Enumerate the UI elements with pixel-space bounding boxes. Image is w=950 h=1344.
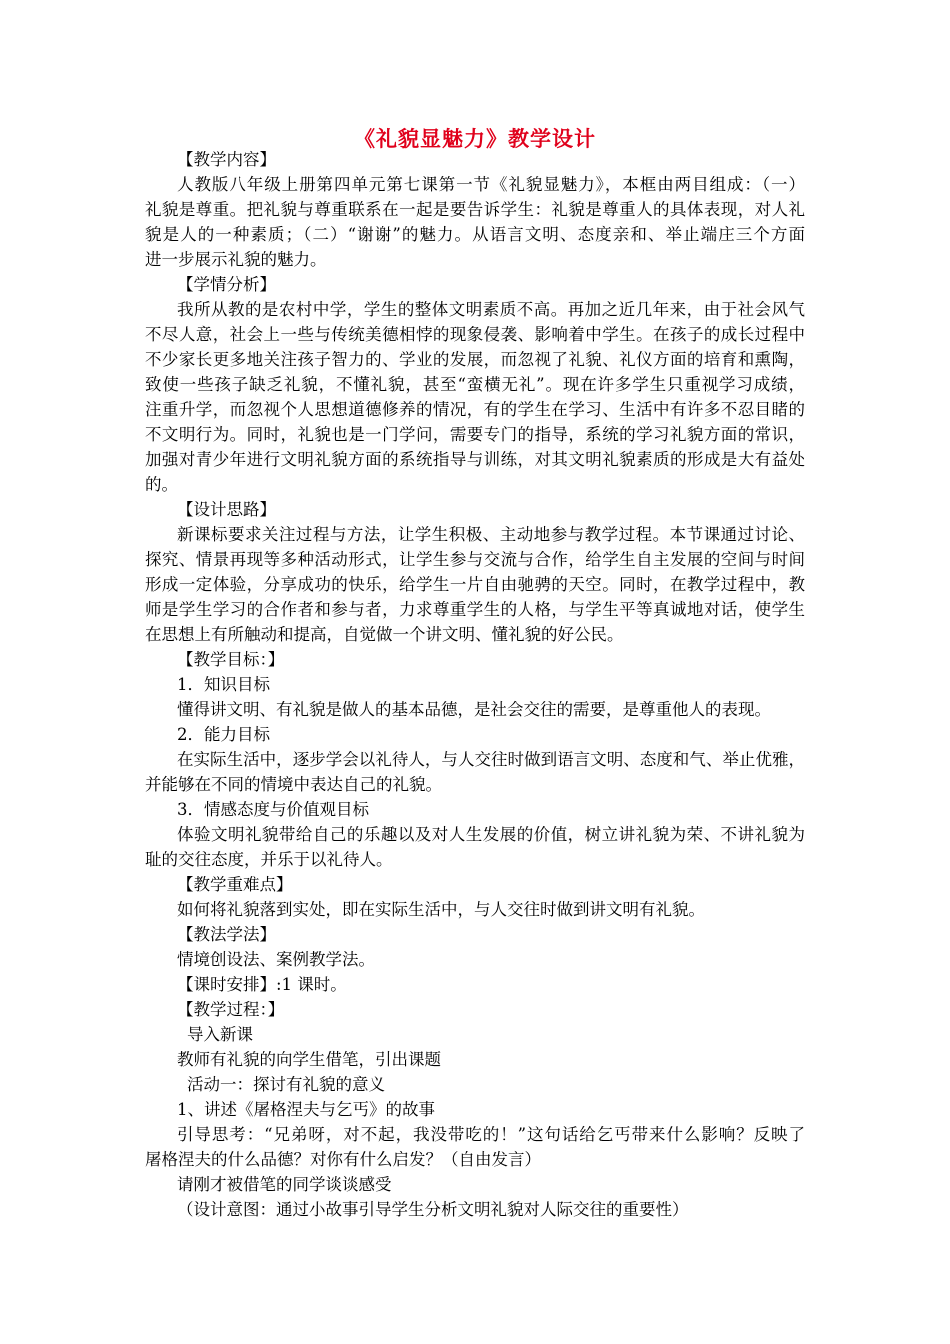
paragraph-line: 并能够在不同的情境中表达自己的礼貌。 [145, 775, 442, 794]
subheading: 1．知识目标 [177, 675, 270, 694]
section-heading: 【学情分析】 [177, 275, 276, 294]
paragraph-line: 教师有礼貌的向学生借笔，引出课题 [177, 1050, 441, 1069]
paragraph-line: 的。 [145, 475, 178, 494]
section-heading: 【教学目标：】 [177, 650, 285, 669]
subheading: 导入新课 [187, 1025, 253, 1044]
paragraph-line: 新课标要求关注过程与方法，让学生积极、主动地参与教学过程。本节课通过讨论、 [177, 525, 805, 544]
paragraph-line: 在思想上有所触动和提高，自觉做一个讲文明、懂礼貌的好公民。 [145, 625, 624, 644]
paragraph-line: 耻的交往态度，并乐于以礼待人。 [145, 850, 393, 869]
paragraph-line: 1、讲述《屠格涅夫与乞丐》的故事 [177, 1100, 435, 1119]
paragraph-line: 致使一些孩子缺乏礼貌，不懂礼貌，甚至“蛮横无礼”。现在许多学生只重视学习成绩， [145, 375, 805, 394]
document-title: 《礼貌显魅力》教学设计 [354, 127, 596, 151]
paragraph-line: 貌是人的一种素质；（二）“谢谢”的魅力。从语言文明、态度亲和、举止端庄三个方面 [145, 225, 805, 244]
section-heading: 【教法学法】 [177, 925, 276, 944]
paragraph-line: 礼貌是尊重。把礼貌与尊重联系在一起是要告诉学生：礼貌是尊重人的具体表现，对人礼 [145, 200, 805, 219]
paragraph-line: 进一步展示礼貌的魅力。 [145, 250, 327, 269]
section-heading: 【教学过程：】 [177, 1000, 285, 1019]
paragraph-line: 我所从教的是农村中学，学生的整体文明素质不高。再加之近几年来，由于社会风气 [177, 300, 805, 319]
subheading: 活动一：探讨有礼貌的意义 [187, 1075, 385, 1094]
subheading: 2．能力目标 [177, 725, 270, 744]
section-heading: 【课时安排】:1 课时。 [177, 975, 347, 994]
section-heading: 【教学内容】 [177, 150, 276, 169]
paragraph-line: 体验文明礼貌带给自己的乐趣以及对人生发展的价值，树立讲礼貌为荣、不讲礼貌为 [177, 825, 805, 844]
section-heading: 【设计思路】 [177, 500, 276, 519]
paragraph-line: 形成一定体验，分享成功的快乐，给学生一片自由驰骋的天空。同时，在教学过程中，教 [145, 575, 805, 594]
paragraph-line: 情境创设法、案例教学法。 [177, 950, 375, 969]
paragraph-line: 在实际生活中，逐步学会以礼待人，与人交往时做到语言文明、态度和气、举止优雅， [177, 750, 805, 769]
paragraph-line: 不尽人意，社会上一些与传统美德相悖的现象侵袭、影响着中学生。在孩子的成长过程中 [145, 325, 805, 344]
paragraph-line: 不文明行为。同时，礼貌也是一门学问，需要专门的指导，系统的学习礼貌方面的常识， [145, 425, 805, 444]
paragraph-line: 不少家长更多地关注孩子智力的、学业的发展，而忽视了礼貌、礼仪方面的培育和熏陶， [145, 350, 805, 369]
paragraph-line: 探究、情景再现等多种活动形式，让学生参与交流与合作，给学生自主发展的空间与时间 [145, 550, 805, 569]
paragraph-line: 如何将礼貌落到实处，即在实际生活中，与人交往时做到讲文明有礼貌。 [177, 900, 705, 919]
paragraph-line: （设计意图：通过小故事引导学生分析文明礼貌对人际交往的重要性） [177, 1200, 689, 1219]
subheading: 3．情感态度与价值观目标 [177, 800, 369, 819]
section-heading: 【教学重难点】 [177, 875, 293, 894]
paragraph-line: 懂得讲文明、有礼貌是做人的基本品德，是社会交往的需要，是尊重他人的表现。 [177, 700, 771, 719]
paragraph-line: 加强对青少年进行文明礼貌方面的系统指导与训练，对其文明礼貌素质的形成是大有益处 [145, 450, 805, 469]
paragraph-line: 屠格涅夫的什么品德？对你有什么启发？（自由发言） [145, 1150, 541, 1169]
paragraph-line: 请刚才被借笔的同学谈谈感受 [177, 1175, 392, 1194]
paragraph-line: 引导思考：“兄弟呀，对不起，我没带吃的！”这句话给乞丐带来什么影响？反映了 [177, 1125, 805, 1144]
paragraph-line: 注重升学，而忽视个人思想道德修养的情况，有的学生在学习、生活中有许多不忍目睹的 [145, 400, 805, 419]
paragraph-line: 师是学生学习的合作者和参与者，力求尊重学生的人格，与学生平等真诚地对话，使学生 [145, 600, 805, 619]
paragraph-line: 人教版八年级上册第四单元第七课第一节《礼貌显魅力》，本框由两目组成：（一） [177, 175, 805, 194]
